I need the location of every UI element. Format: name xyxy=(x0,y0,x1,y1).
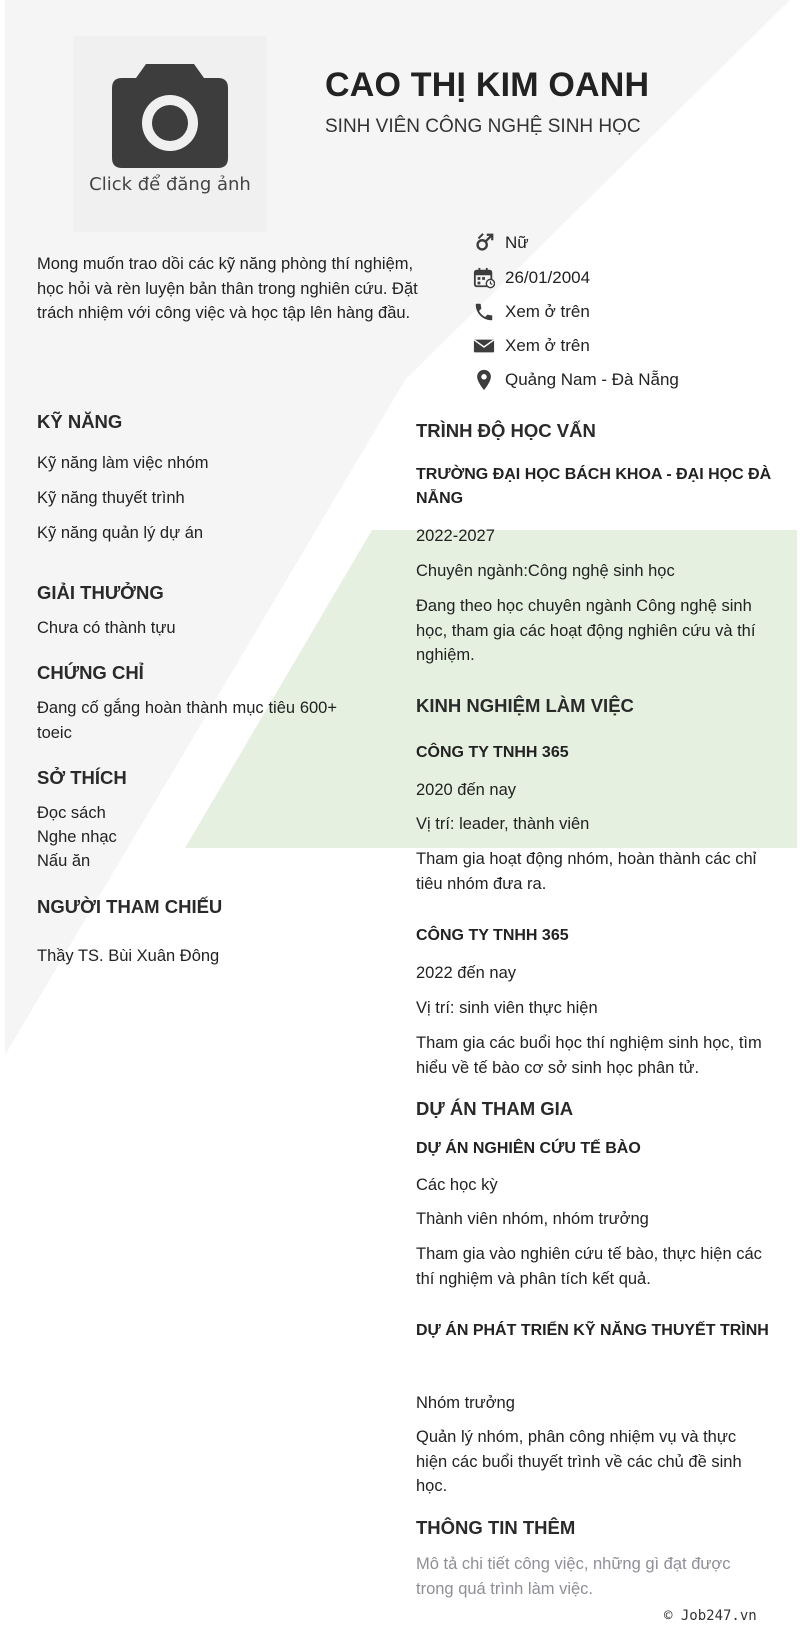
education-years: 2022-2027 xyxy=(416,527,495,545)
candidate-name: CAO THỊ KIM OANH xyxy=(325,66,650,104)
birthday-value: 26/01/2004 xyxy=(505,268,591,287)
phone-value: Xem ở trên xyxy=(505,302,590,321)
gender-icon xyxy=(473,232,495,254)
additional-info-title: THÔNG TIN THÊM xyxy=(416,1517,576,1538)
skills-title: KỸ NĂNG xyxy=(37,411,123,432)
job-period: 2022 đến nay xyxy=(416,964,517,982)
career-objective: Mong muốn trao dồi các kỹ năng phòng thí nghiệm, học hỏi và rèn luyện bản thân trong nghiên cứu. Đặt trách nhiệm với công việc và học tập lên hàng đầu. xyxy=(37,255,418,322)
education-school: TRƯỜNG ĐẠI HỌC BÁCH KHOA - ĐẠI HỌC ĐÀ NẴNG xyxy=(416,466,772,507)
email-value: Xem ở trên xyxy=(505,336,590,355)
project-role: Thành viên nhóm, nhóm trưởng xyxy=(416,1210,649,1228)
projects-title: DỰ ÁN THAM GIA xyxy=(416,1098,574,1119)
job-position: Vị trí: sinh viên thực hiện xyxy=(416,999,598,1017)
project-name: DỰ ÁN PHÁT TRIỂN KỸ NĂNG THUYẾT TRÌNH xyxy=(416,1322,769,1339)
hobby-item: Nấu ăn xyxy=(37,852,91,870)
photo-upload-label: Click để đăng ảnh xyxy=(89,174,251,195)
skill-item: Kỹ năng thuyết trình xyxy=(37,489,185,507)
job-description: Tham gia hoạt động nhóm, hoàn thành các chỉ tiêu nhóm đưa ra. xyxy=(416,850,757,893)
awards-title: GIẢI THƯỞNG xyxy=(37,582,164,603)
hobby-item: Nghe nhạc xyxy=(37,828,117,846)
phone-icon xyxy=(473,301,495,323)
job-position: Vị trí: leader, thành viên xyxy=(416,815,590,833)
contact-birthday xyxy=(473,265,590,291)
job-company: CÔNG TY TNHH 365 xyxy=(416,744,569,761)
hobby-item: Đọc sách xyxy=(37,804,106,822)
candidate-title: SINH VIÊN CÔNG NGHỆ SINH HỌC xyxy=(325,116,641,137)
reference-item: Thầy TS. Bùi Xuân Đông xyxy=(37,947,220,965)
job-company: CÔNG TY TNHH 365 xyxy=(416,927,569,944)
certificates-title: CHỨNG CHỈ xyxy=(37,662,144,683)
additional-info-placeholder[interactable]: Mô tả chi tiết công việc, những gì đạt được trong quá trình làm việc. xyxy=(416,1555,731,1598)
skill-item: Kỹ năng làm việc nhóm xyxy=(37,454,209,472)
project-name: DỰ ÁN NGHIÊN CỨU TẾ BÀO xyxy=(416,1140,641,1157)
contact-phone xyxy=(473,299,590,325)
project-description: Quản lý nhóm, phân công nhiệm vụ và thực hiện các buổi thuyết trình về các chủ đề sinh học. xyxy=(416,1428,742,1495)
address-value: Quảng Nam - Đà Nẵng xyxy=(505,370,679,389)
project-description: Tham gia vào nghiên cứu tế bào, thực hiện các thí nghiệm và phân tích kết quả. xyxy=(416,1245,762,1288)
experience-title: KINH NGHIỆM LÀM VIỆC xyxy=(416,695,634,716)
gender-value: Nữ xyxy=(505,233,529,252)
job-period: 2020 đến nay xyxy=(416,781,517,799)
photo-upload[interactable] xyxy=(73,36,267,232)
email-icon xyxy=(473,335,495,357)
hobbies-title: SỞ THÍCH xyxy=(37,767,127,788)
job-description: Tham gia các buổi học thí nghiệm sinh học, tìm hiểu về tế bào cơ sở sinh học phân tử. xyxy=(416,1034,762,1077)
project-role: Nhóm trưởng xyxy=(416,1394,515,1412)
footer-copyright: © Job247.vn xyxy=(664,1608,757,1624)
calendar-icon xyxy=(473,267,495,289)
awards-text: Chưa có thành tựu xyxy=(37,619,176,637)
project-period: Các học kỳ xyxy=(416,1176,498,1194)
certificates-text: Đang cố gắng hoàn thành mục tiêu 600+ toeic xyxy=(37,699,337,742)
camera-icon xyxy=(112,64,228,168)
education-description: Đang theo học chuyên ngành Công nghệ sinh học, tham gia các hoạt động nghiên cứu và thí nghiệm. xyxy=(416,597,756,664)
location-pin-icon xyxy=(473,369,495,391)
education-title: TRÌNH ĐỘ HỌC VẤN xyxy=(416,420,596,441)
references-title: NGƯỜI THAM CHIẾU xyxy=(37,896,223,917)
education-major: Chuyên ngành:Công nghệ sinh học xyxy=(416,562,675,580)
skill-item: Kỹ năng quản lý dự án xyxy=(37,524,204,542)
contact-email xyxy=(473,333,590,359)
contact-gender xyxy=(473,230,529,256)
contact-address xyxy=(473,367,679,393)
